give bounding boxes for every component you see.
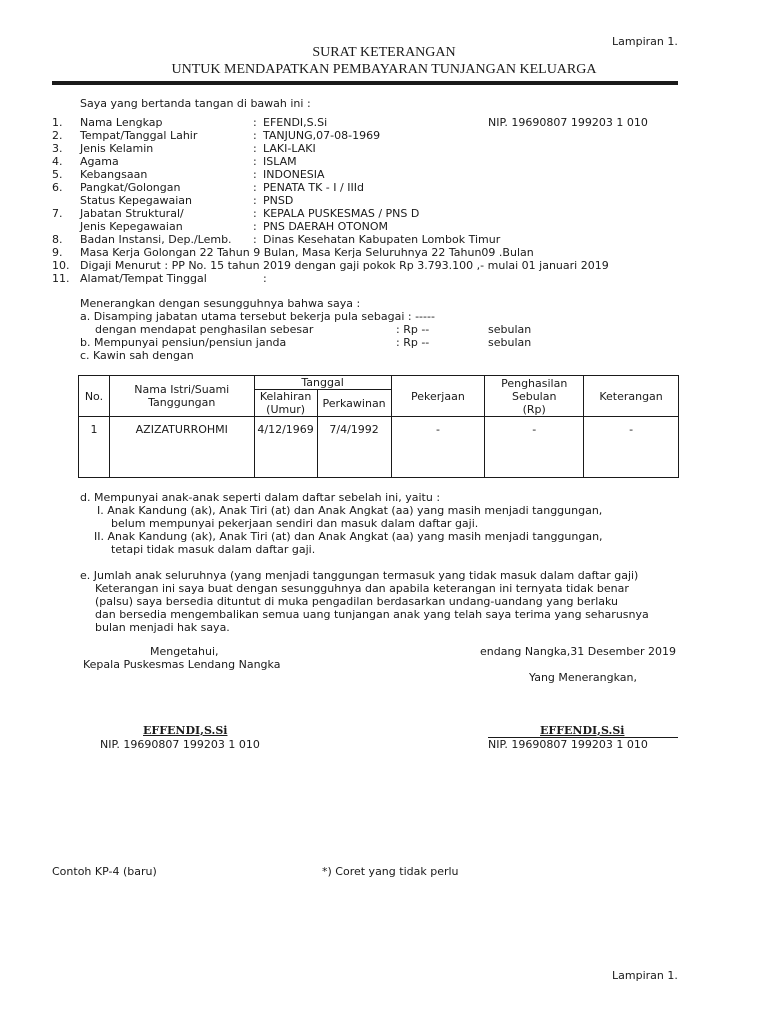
field-no: 7. — [52, 207, 63, 220]
field-label: Jenis Kelamin — [80, 142, 154, 155]
field-colon: : — [253, 168, 257, 181]
section-e-line: Keterangan ini saya buat dengan sesungguhnya dan apabila keterangan ini ternyata tidak benar — [95, 582, 629, 595]
field-no: 6. — [52, 181, 63, 194]
row-kelahiran: 4/12/1969 — [254, 417, 317, 478]
declare-a2: dengan mendapat penghasilan sebesar — [95, 323, 314, 336]
field-label: Tempat/Tanggal Lahir — [80, 129, 198, 142]
field-label: Kebangsaan — [80, 168, 148, 181]
header-perkawinan: Perkawinan — [317, 390, 391, 417]
declare-b: b. Mempunyai pensiun/pensiun janda — [80, 336, 287, 349]
field-colon: : — [253, 155, 257, 168]
field-no: 8. — [52, 233, 63, 246]
declare-a: a. Disamping jabatan utama tersebut bekerja pula sebagai : ----- — [80, 310, 435, 323]
field-value: Dinas Kesehatan Kabupaten Lombok Timur — [263, 233, 501, 246]
right-sign-heading: Yang Menerangkan, — [529, 671, 637, 684]
declare-c: c. Kawin sah dengan — [80, 349, 194, 362]
section-d-ii1: II. Anak Kandung (ak), Anak Tiri (at) dan Anak Angkat (aa) yang masih menjadi tanggungan, — [94, 530, 603, 543]
header-keterangan: Keterangan — [584, 376, 679, 417]
field-value: EFENDI,S.Si — [263, 116, 328, 129]
header-tanggal: Tanggal — [254, 376, 391, 390]
field-label: Status Kepegawaian — [80, 194, 192, 207]
document-subtitle: UNTUK MENDAPATKAN PEMBAYARAN TUNJANGAN KELUARGA — [171, 62, 597, 77]
section-e-line: e. Jumlah anak seluruhnya (yang menjadi tanggungan termasuk yang tidak masuk dalam daftar gaji) — [80, 569, 639, 582]
field-label: Pangkat/Golongan — [80, 181, 181, 194]
field-colon: : — [253, 194, 257, 207]
section-d-i2: belum mempunyai pekerjaan sendiri dan masuk dalam daftar gaji. — [111, 517, 479, 530]
row-nama: AZIZATURROHMI — [109, 417, 254, 478]
document-title: SURAT KETERANGAN — [312, 45, 456, 60]
field-colon: : — [253, 181, 257, 194]
field-value: PNSD — [263, 194, 294, 207]
field-colon: : — [253, 129, 257, 142]
line11-label: Alamat/Tempat Tinggal — [80, 272, 207, 285]
line10-no: 10. — [52, 259, 70, 272]
header-no: No. — [79, 376, 110, 417]
right-sign-nip: NIP. 19690807 199203 1 010 — [488, 738, 648, 751]
field-label: Jenis Kepegawaian — [80, 220, 183, 233]
form-code: Contoh KP-4 (baru) — [52, 865, 157, 878]
field-value: INDONESIA — [263, 168, 325, 181]
field-no: 3. — [52, 142, 63, 155]
field-colon: : — [253, 233, 257, 246]
field-value: ISLAM — [263, 155, 297, 168]
row-perkawinan: 7/4/1992 — [317, 417, 391, 478]
declare-b-rp: : Rp -- — [396, 336, 430, 349]
place-date: endang Nangka,31 Desember 2019 — [480, 645, 676, 658]
section-d-ii2: tetapi tidak masuk dalam daftar gaji. — [111, 543, 316, 556]
declare-a2-period: sebulan — [488, 323, 532, 336]
row-no: 1 — [79, 417, 110, 478]
intro-text: Saya yang bertanda tangan di bawah ini : — [80, 97, 311, 110]
line11-no: 11. — [52, 272, 70, 285]
field-label: Nama Lengkap — [80, 116, 163, 129]
left-sign-name: EFFENDI,S.Si — [143, 724, 228, 737]
lampiran-label: Lampiran 1. — [612, 35, 678, 48]
field-colon: : — [253, 116, 257, 129]
field-no: 2. — [52, 129, 63, 142]
field-value: PENATA TK - I / IIId — [263, 181, 364, 194]
left-sign-nip: NIP. 19690807 199203 1 010 — [100, 738, 260, 751]
declare-heading: Menerangkan dengan sesungguhnya bahwa saya : — [80, 297, 361, 310]
line9-text: Masa Kerja Golongan 22 Tahun 9 Bulan, Masa Kerja Seluruhnya 22 Tahun09 .Bulan — [80, 246, 534, 259]
header-kelahiran: Kelahiran (Umur) — [254, 390, 317, 417]
left-sign-heading: Mengetahui, — [150, 645, 219, 658]
field-value: KEPALA PUSKESMAS / PNS D — [263, 207, 420, 220]
field-value: LAKI-LAKI — [263, 142, 316, 155]
table-row — [79, 417, 679, 478]
field-value: PNS DAERAH OTONOM — [263, 220, 388, 233]
header-rule — [52, 81, 678, 85]
nip-top: NIP. 19690807 199203 1 010 — [488, 116, 648, 129]
field-label: Agama — [80, 155, 119, 168]
header-nama: Nama Istri/Suami Tanggungan — [109, 376, 254, 417]
field-colon: : — [253, 142, 257, 155]
field-label: Jabatan Struktural/ — [80, 207, 184, 220]
section-e-line: dan bersedia mengembalikan semua uang tunjangan anak yang telah saya terima yang seharusnya — [95, 608, 649, 621]
line9-no: 9. — [52, 246, 63, 259]
left-sign-role: Kepala Puskesmas Lendang Nangka — [83, 658, 281, 671]
field-label: Badan Instansi, Dep./Lemb. — [80, 233, 232, 246]
field-value: TANJUNG,07-08-1969 — [263, 129, 381, 142]
row-pekerjaan: - — [391, 417, 485, 478]
spouse-table — [78, 375, 679, 478]
section-d-i1: I. Anak Kandung (ak), Anak Tiri (at) dan Anak Angkat (aa) yang masih menjadi tanggungan, — [97, 504, 603, 517]
footer-lampiran: Lampiran 1. — [612, 969, 678, 982]
declare-a2-rp: : Rp -- — [396, 323, 430, 336]
field-no: 4. — [52, 155, 63, 168]
field-no: 1. — [52, 116, 63, 129]
row-keterangan: - — [584, 417, 679, 478]
row-penghasilan: - — [485, 417, 584, 478]
header-penghasilan: Penghasilan Sebulan (Rp) — [485, 376, 584, 417]
section-d-heading: d. Mempunyai anak-anak seperti dalam daftar sebelah ini, yaitu : — [80, 491, 441, 504]
field-colon: : — [253, 220, 257, 233]
field-no: 5. — [52, 168, 63, 181]
line10-text: Digaji Menurut : PP No. 15 tahun 2019 dengan gaji pokok Rp 3.793.100 ,- mulai 01 januari 2019 — [80, 259, 609, 272]
declare-b-period: sebulan — [488, 336, 532, 349]
section-e-line: bulan menjadi hak saya. — [95, 621, 230, 634]
line11-colon: : — [263, 272, 267, 285]
footer-note: *) Coret yang tidak perlu — [322, 865, 459, 878]
right-sign-name: EFFENDI,S.Si — [540, 724, 625, 737]
section-e-line: (palsu) saya bersedia dituntut di muka pengadilan berdasarkan undang-uandang yang berlaku — [95, 595, 619, 608]
header-pekerjaan: Pekerjaan — [391, 376, 485, 417]
field-colon: : — [253, 207, 257, 220]
